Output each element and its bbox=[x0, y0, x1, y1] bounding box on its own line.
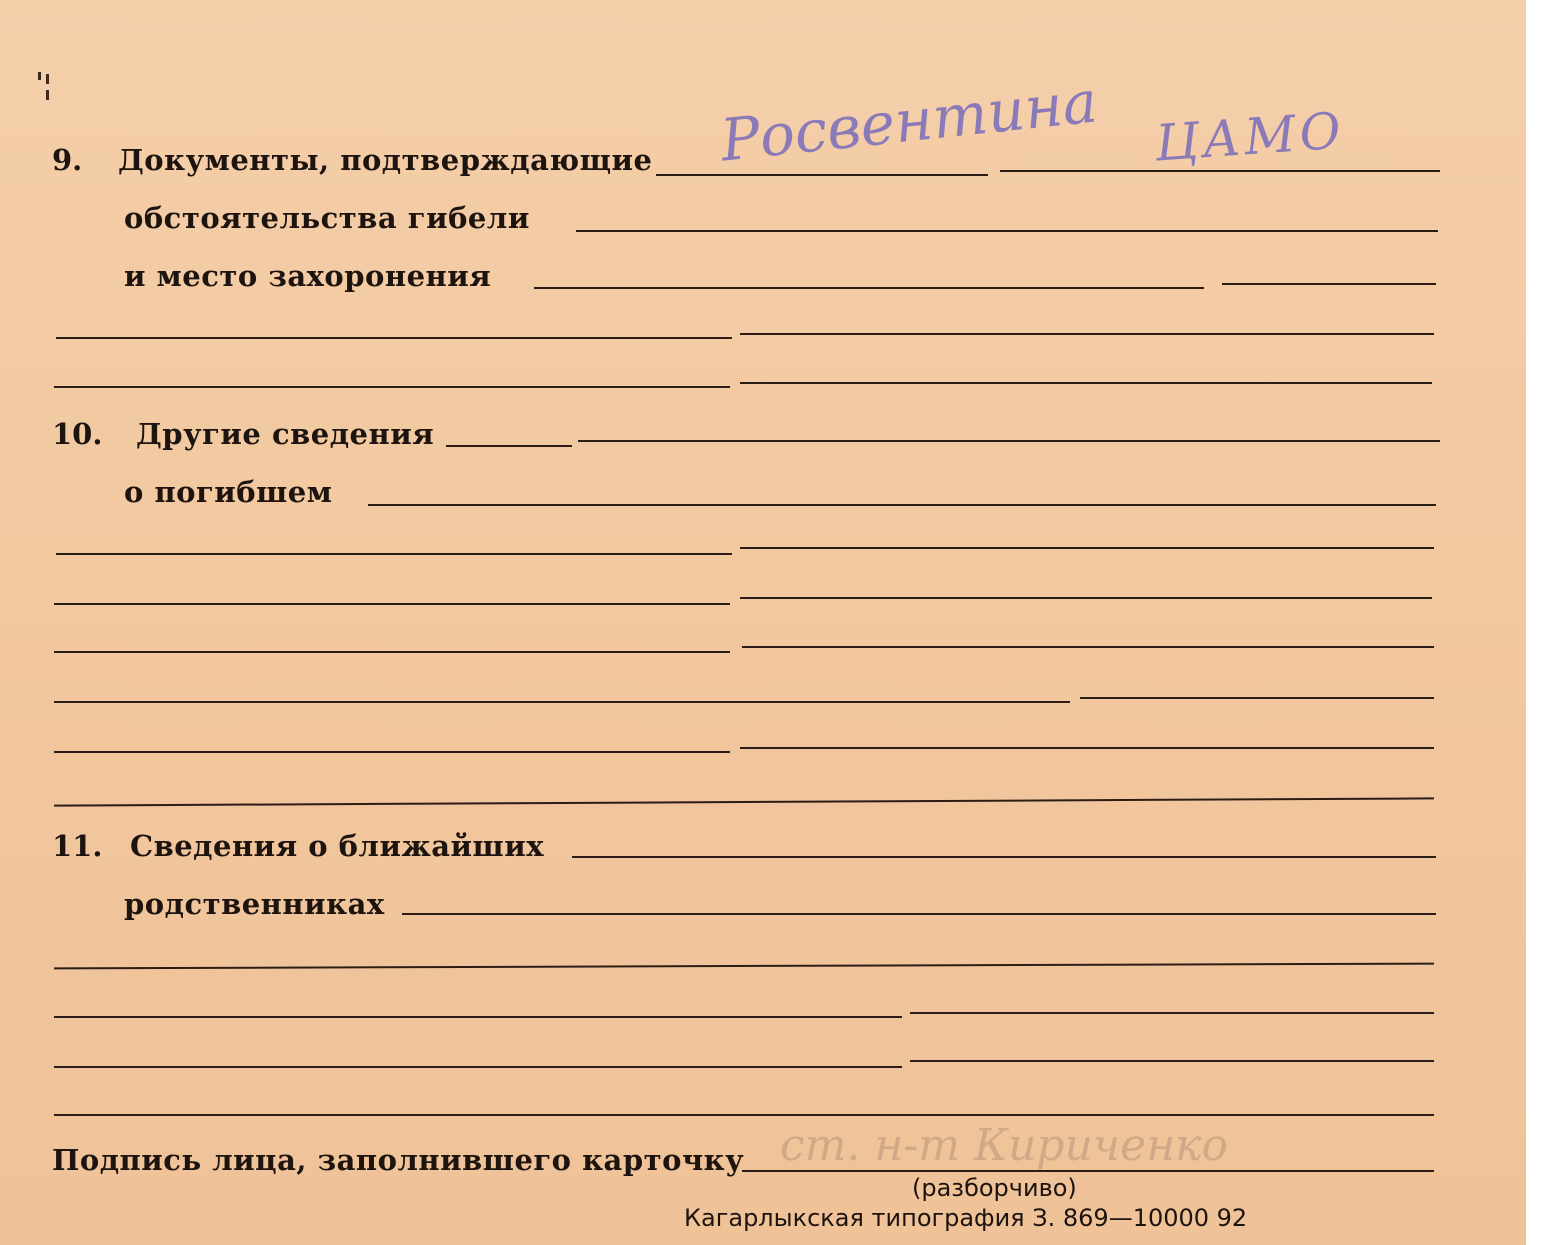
section-9-handwritten-source: Росвентина bbox=[717, 67, 1101, 175]
handwritten-signature: ст. н-т Кириченко bbox=[780, 1120, 1228, 1171]
section-9-label-line1: Документы, подтверждающие bbox=[118, 143, 653, 177]
section-10-number: 10. bbox=[52, 417, 103, 451]
blank-line bbox=[54, 1114, 1434, 1116]
blank-line bbox=[54, 751, 730, 753]
section-9-field-line bbox=[1000, 170, 1440, 172]
blank-line bbox=[54, 1066, 902, 1068]
signature-label: Подпись лица, заполнившего карточку bbox=[52, 1143, 745, 1177]
section-10-field-line bbox=[578, 440, 1440, 442]
section-10-label-line1: Другие сведения bbox=[136, 417, 435, 451]
blank-line bbox=[910, 1012, 1434, 1014]
section-11-label-line1: Сведения о ближайших bbox=[130, 829, 545, 863]
section-9-field-line bbox=[656, 174, 988, 176]
section-10-label-line2: о погибшем bbox=[124, 475, 333, 509]
printer-imprint: Кагарлыкская типография З. 869—10000 92 bbox=[684, 1204, 1248, 1232]
scan-edge bbox=[1526, 0, 1546, 1245]
section-9-handwritten-archive: ЦАМО bbox=[1153, 101, 1347, 173]
blank-line bbox=[740, 747, 1434, 749]
blank-line bbox=[740, 597, 1432, 599]
section-9-label-line3: и место захоронения bbox=[124, 259, 492, 293]
section-11-field-line bbox=[402, 913, 1436, 915]
section-9-label-line2: обстоятельства гибели bbox=[124, 201, 530, 235]
section-10-field-line bbox=[446, 445, 572, 447]
blank-line bbox=[740, 382, 1432, 384]
blank-line bbox=[54, 701, 1070, 703]
blank-line bbox=[54, 797, 1434, 806]
signature-field-line bbox=[742, 1170, 1434, 1172]
blank-line bbox=[56, 553, 732, 555]
section-10-field-line bbox=[368, 504, 1436, 506]
section-11-label-line2: родственниках bbox=[124, 887, 385, 921]
blank-line bbox=[54, 603, 730, 605]
blank-line bbox=[910, 1060, 1434, 1062]
section-11-number: 11. bbox=[52, 829, 103, 863]
blank-line bbox=[740, 547, 1434, 549]
section-11-field-line bbox=[572, 856, 1436, 858]
section-9-number: 9. bbox=[52, 143, 83, 177]
section-9-field-line bbox=[1222, 283, 1436, 285]
blank-line bbox=[1080, 697, 1434, 699]
blank-line bbox=[54, 1016, 902, 1018]
blank-line bbox=[740, 333, 1434, 335]
blank-line bbox=[742, 646, 1434, 648]
blank-line bbox=[56, 337, 732, 339]
blank-line bbox=[54, 386, 730, 388]
signature-hint: (разборчиво) bbox=[912, 1174, 1077, 1202]
blank-line bbox=[54, 963, 1434, 970]
blank-line bbox=[54, 651, 730, 653]
section-9-field-line bbox=[576, 230, 1438, 232]
section-9-field-line bbox=[534, 287, 1204, 289]
print-marks bbox=[38, 72, 54, 102]
